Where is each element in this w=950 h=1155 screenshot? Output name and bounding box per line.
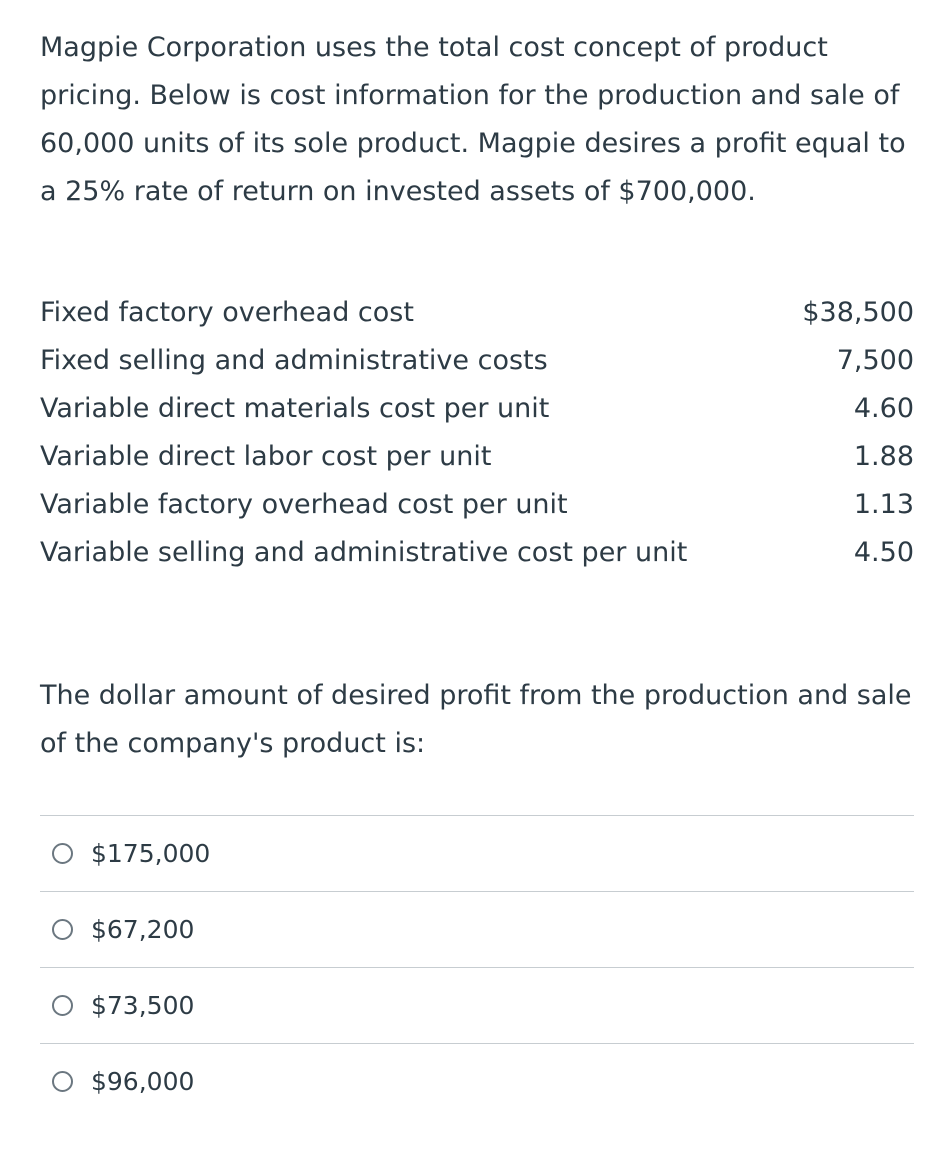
cost-label: Fixed factory overhead cost [40, 296, 414, 328]
radio-button-icon[interactable] [52, 1071, 73, 1092]
answer-label: $175,000 [91, 839, 211, 868]
cost-row [40, 528, 914, 576]
answer-option-1[interactable] [40, 815, 914, 891]
cost-label: Variable direct labor cost per unit [40, 440, 492, 472]
cost-value: 4.60 [853, 392, 914, 424]
prompt-text: The dollar amount of desired profit from the production and sale of the company's product is: [40, 680, 912, 759]
answer-label: $67,200 [91, 915, 195, 944]
cost-value: 1.88 [853, 440, 914, 472]
answer-label: $96,000 [91, 1067, 195, 1096]
answer-option-2[interactable] [40, 891, 914, 967]
question-text: Magpie Corporation uses the total cost concept of product pricing. Below is cost information for the production and sale of 60,000 units of its sole product. Magpie desires a profit equal to a 25% rate of return on invested assets of $700,000. [40, 32, 906, 207]
cost-value: 4.50 [853, 536, 914, 568]
cost-row [40, 288, 914, 336]
answer-label: $73,500 [91, 991, 195, 1020]
cost-label: Fixed selling and administrative costs [40, 344, 548, 376]
cost-row [40, 384, 914, 432]
cost-row [40, 336, 914, 384]
cost-row [40, 432, 914, 480]
cost-value: $38,500 [802, 296, 914, 328]
cost-label: Variable direct materials cost per unit [40, 392, 550, 424]
cost-table [40, 288, 914, 576]
radio-button-icon[interactable] [52, 995, 73, 1016]
answer-option-4[interactable] [40, 1043, 914, 1119]
cost-value: 1.13 [853, 488, 914, 520]
radio-button-icon[interactable] [52, 919, 73, 940]
answer-option-3[interactable] [40, 967, 914, 1043]
answer-list [40, 815, 914, 1119]
radio-button-icon[interactable] [52, 843, 73, 864]
cost-value: 7,500 [836, 344, 914, 376]
cost-label: Variable factory overhead cost per unit [40, 488, 568, 520]
cost-row [40, 480, 914, 528]
cost-label: Variable selling and administrative cost per unit [40, 536, 688, 568]
